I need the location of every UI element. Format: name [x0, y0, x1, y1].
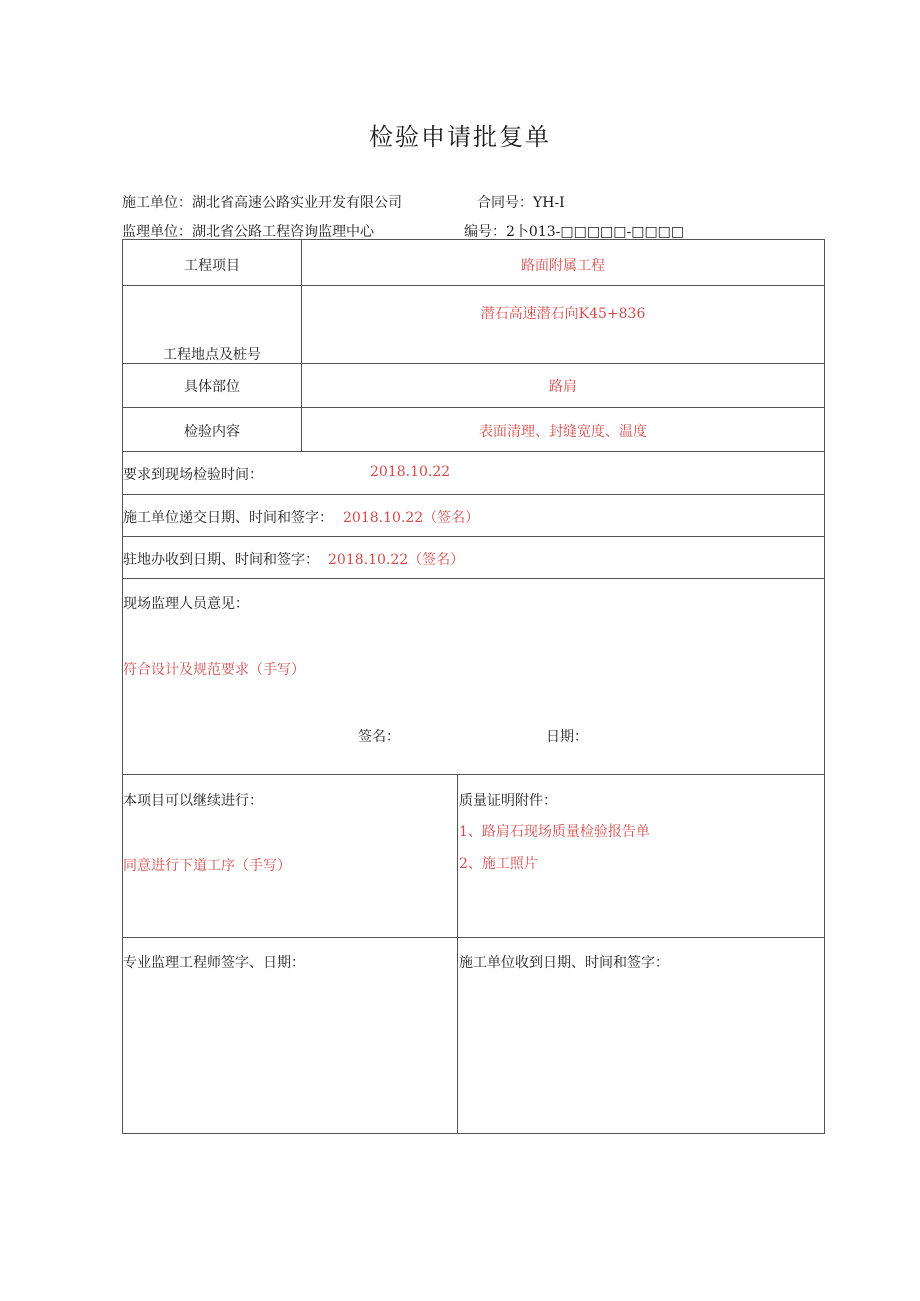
engineer-sign-label: 专业监理工程师签字、日期：	[123, 955, 305, 971]
row-divider	[123, 774, 824, 775]
row-divider	[123, 407, 824, 408]
row-divider	[123, 285, 824, 286]
office-receive-label: 驻地办收到日期、时间和签字：	[123, 552, 319, 568]
contractor-unit: 施工单位：湖北省高速公路实业开发有限公司	[122, 195, 402, 211]
row-divider	[123, 536, 824, 537]
content-value: 表面清理、封缝宽度、温度	[479, 424, 647, 440]
row-divider	[123, 578, 824, 579]
site-date-label: 日期：	[546, 729, 588, 745]
contractor-receive-label: 施工单位收到日期、时间和签字：	[459, 955, 669, 971]
supervisor-unit: 监理单位：湖北省公路工程咨询监理中心	[122, 224, 374, 240]
contractor-submit-value: 2018.10.22（签名）	[343, 510, 480, 526]
contract-number: 合同号：YH-I	[477, 195, 565, 211]
serial-number: 编号：2卜013-□□□□□-□□□□	[464, 224, 685, 240]
attachment-item: 1、路肩石现场质量检验报告单	[459, 824, 650, 840]
site-opinion-label: 现场监理人员意见：	[123, 596, 249, 612]
row-divider	[123, 494, 824, 495]
part-value: 路肩	[549, 379, 577, 395]
office-receive-value: 2018.10.22（签名）	[328, 552, 465, 568]
site-sign-label: 签名：	[358, 729, 400, 745]
attachment-item: 2、施工照片	[459, 856, 538, 872]
approval-form-table	[122, 239, 825, 1134]
document-title: 检验申请批复单	[369, 123, 551, 151]
continue-label: 本项目可以继续进行：	[123, 793, 263, 809]
continue-value: 同意进行下道工序（手写）	[123, 858, 291, 874]
project-label: 工程项目	[184, 258, 240, 274]
project-value: 路面附属工程	[521, 258, 605, 274]
attachments-label: 质量证明附件：	[459, 793, 557, 809]
content-label: 检验内容	[184, 424, 240, 440]
location-value: 潜石高速潜石向K45+836	[480, 306, 646, 322]
column-divider	[457, 774, 458, 1133]
location-label: 工程地点及桩号	[163, 347, 261, 363]
row-divider	[123, 451, 824, 452]
site-opinion-value: 符合设计及规范要求（手写）	[123, 662, 305, 678]
part-label: 具体部位	[184, 379, 240, 395]
contractor-submit-label: 施工单位递交日期、时间和签字：	[123, 510, 333, 526]
inspection-time-label: 要求到现场检验时间：	[123, 467, 263, 483]
row-divider	[123, 937, 824, 938]
inspection-time-value: 2018.10.22	[370, 464, 451, 480]
